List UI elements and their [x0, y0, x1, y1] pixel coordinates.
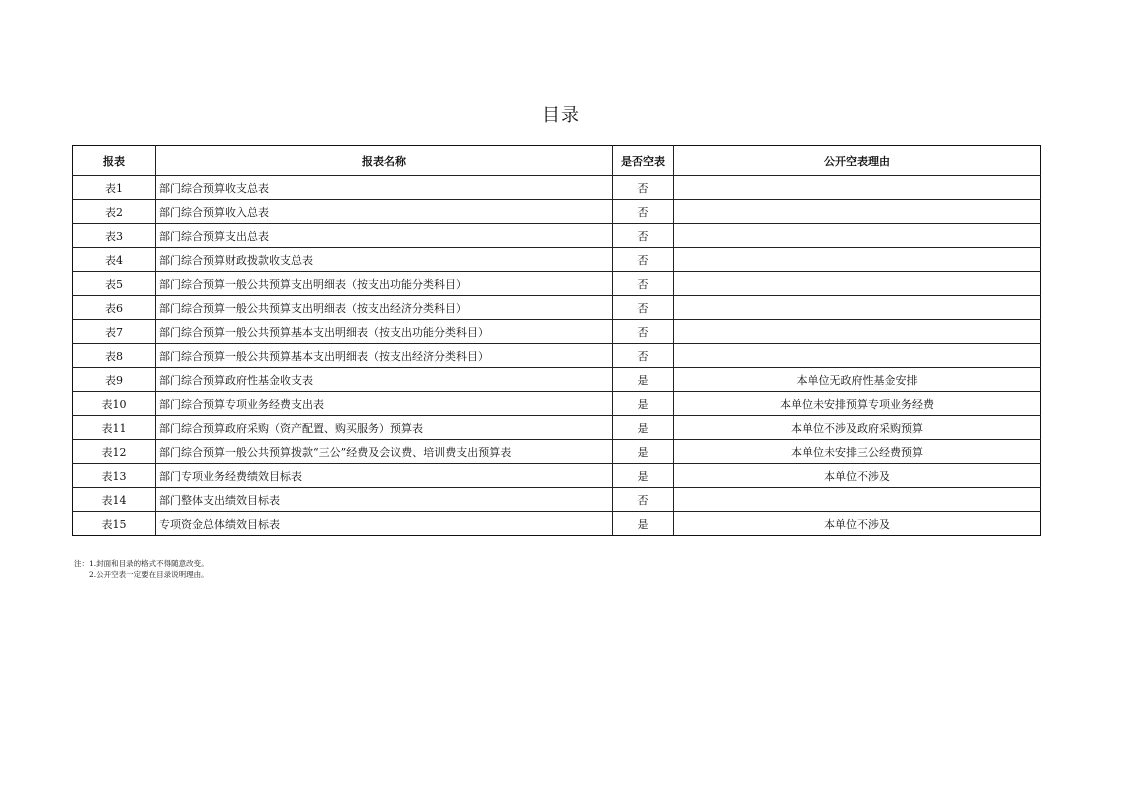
table-row: [73, 344, 1041, 368]
cell-is-empty: 是: [613, 416, 674, 440]
cell-empty-reason: [674, 200, 1041, 224]
cell-is-empty: 否: [613, 248, 674, 272]
cell-table-no: 表7: [73, 320, 156, 344]
header-is-empty: 是否空表: [613, 146, 674, 176]
cell-table-no: 表8: [73, 344, 156, 368]
cell-table-no: 表11: [73, 416, 156, 440]
cell-table-no: 表14: [73, 488, 156, 512]
cell-table-no: 表2: [73, 200, 156, 224]
footnote-1: 注：1.封面和目录的格式不得随意改变。: [74, 559, 209, 568]
cell-is-empty: 否: [613, 320, 674, 344]
cell-table-name: 专项资金总体绩效目标表: [156, 512, 613, 536]
cell-is-empty: 否: [613, 296, 674, 320]
cell-table-name: 部门综合预算一般公共预算拨款“三公”经费及会议费、培训费支出预算表: [156, 440, 613, 464]
cell-table-name: 部门综合预算一般公共预算支出明细表（按支出经济分类科目）: [156, 296, 613, 320]
header-table-no: 报表: [73, 146, 156, 176]
table-row: [73, 320, 1041, 344]
cell-is-empty: 否: [613, 272, 674, 296]
cell-table-no: 表3: [73, 224, 156, 248]
cell-empty-reason: 本单位不涉及: [674, 464, 1041, 488]
cell-empty-reason: 本单位不涉及政府采购预算: [674, 416, 1041, 440]
cell-table-no: 表4: [73, 248, 156, 272]
cell-empty-reason: [674, 320, 1041, 344]
table-row: [73, 176, 1041, 200]
cell-empty-reason: [674, 272, 1041, 296]
table-row: [73, 512, 1041, 536]
cell-table-name: 部门综合预算一般公共预算基本支出明细表（按支出功能分类科目）: [156, 320, 613, 344]
cell-table-name: 部门综合预算财政拨款收支总表: [156, 248, 613, 272]
cell-empty-reason: [674, 176, 1041, 200]
table-row: [73, 200, 1041, 224]
cell-table-no: 表9: [73, 368, 156, 392]
cell-empty-reason: [674, 488, 1041, 512]
header-table-name: 报表名称: [156, 146, 613, 176]
cell-is-empty: 是: [613, 368, 674, 392]
cell-table-no: 表5: [73, 272, 156, 296]
cell-table-name: 部门综合预算政府性基金收支表: [156, 368, 613, 392]
table-row: [73, 440, 1041, 464]
footnote-2: 2.公开空表一定要在目录说明理由。: [89, 570, 209, 579]
cell-is-empty: 否: [613, 200, 674, 224]
footnotes: [74, 558, 209, 580]
cell-table-no: 表6: [73, 296, 156, 320]
cell-table-no: 表10: [73, 392, 156, 416]
cell-table-name: 部门综合预算一般公共预算基本支出明细表（按支出经济分类科目）: [156, 344, 613, 368]
cell-is-empty: 是: [613, 464, 674, 488]
table-row: [73, 272, 1041, 296]
cell-empty-reason: [674, 224, 1041, 248]
cell-table-name: 部门综合预算一般公共预算支出明细表（按支出功能分类科目）: [156, 272, 613, 296]
cell-empty-reason: 本单位无政府性基金安排: [674, 368, 1041, 392]
cell-is-empty: 否: [613, 344, 674, 368]
table-row: [73, 248, 1041, 272]
cell-is-empty: 是: [613, 392, 674, 416]
cell-table-name: 部门整体支出绩效目标表: [156, 488, 613, 512]
cell-table-name: 部门综合预算专项业务经费支出表: [156, 392, 613, 416]
page-title: 目录: [542, 105, 580, 126]
cell-table-name: 部门专项业务经费绩效目标表: [156, 464, 613, 488]
table-row: [73, 368, 1041, 392]
catalog-table: [72, 145, 1041, 536]
table-row: [73, 488, 1041, 512]
cell-empty-reason: [674, 296, 1041, 320]
header-empty-reason: 公开空表理由: [674, 146, 1041, 176]
cell-is-empty: 否: [613, 488, 674, 512]
cell-table-name: 部门综合预算收支总表: [156, 176, 613, 200]
table-row: [73, 224, 1041, 248]
table-header-row: [73, 146, 1041, 176]
table-row: [73, 296, 1041, 320]
cell-empty-reason: [674, 344, 1041, 368]
table-row: [73, 464, 1041, 488]
cell-table-name: 部门综合预算政府采购（资产配置、购买服务）预算表: [156, 416, 613, 440]
cell-table-no: 表15: [73, 512, 156, 536]
cell-is-empty: 否: [613, 176, 674, 200]
cell-empty-reason: 本单位未安排三公经费预算: [674, 440, 1041, 464]
cell-is-empty: 是: [613, 440, 674, 464]
cell-is-empty: 否: [613, 224, 674, 248]
cell-table-no: 表13: [73, 464, 156, 488]
cell-table-no: 表1: [73, 176, 156, 200]
cell-empty-reason: [674, 248, 1041, 272]
cell-table-name: 部门综合预算支出总表: [156, 224, 613, 248]
cell-is-empty: 是: [613, 512, 674, 536]
cell-table-no: 表12: [73, 440, 156, 464]
table-row: [73, 416, 1041, 440]
cell-empty-reason: 本单位不涉及: [674, 512, 1041, 536]
cell-table-name: 部门综合预算收入总表: [156, 200, 613, 224]
cell-empty-reason: 本单位未安排预算专项业务经费: [674, 392, 1041, 416]
table-row: [73, 392, 1041, 416]
